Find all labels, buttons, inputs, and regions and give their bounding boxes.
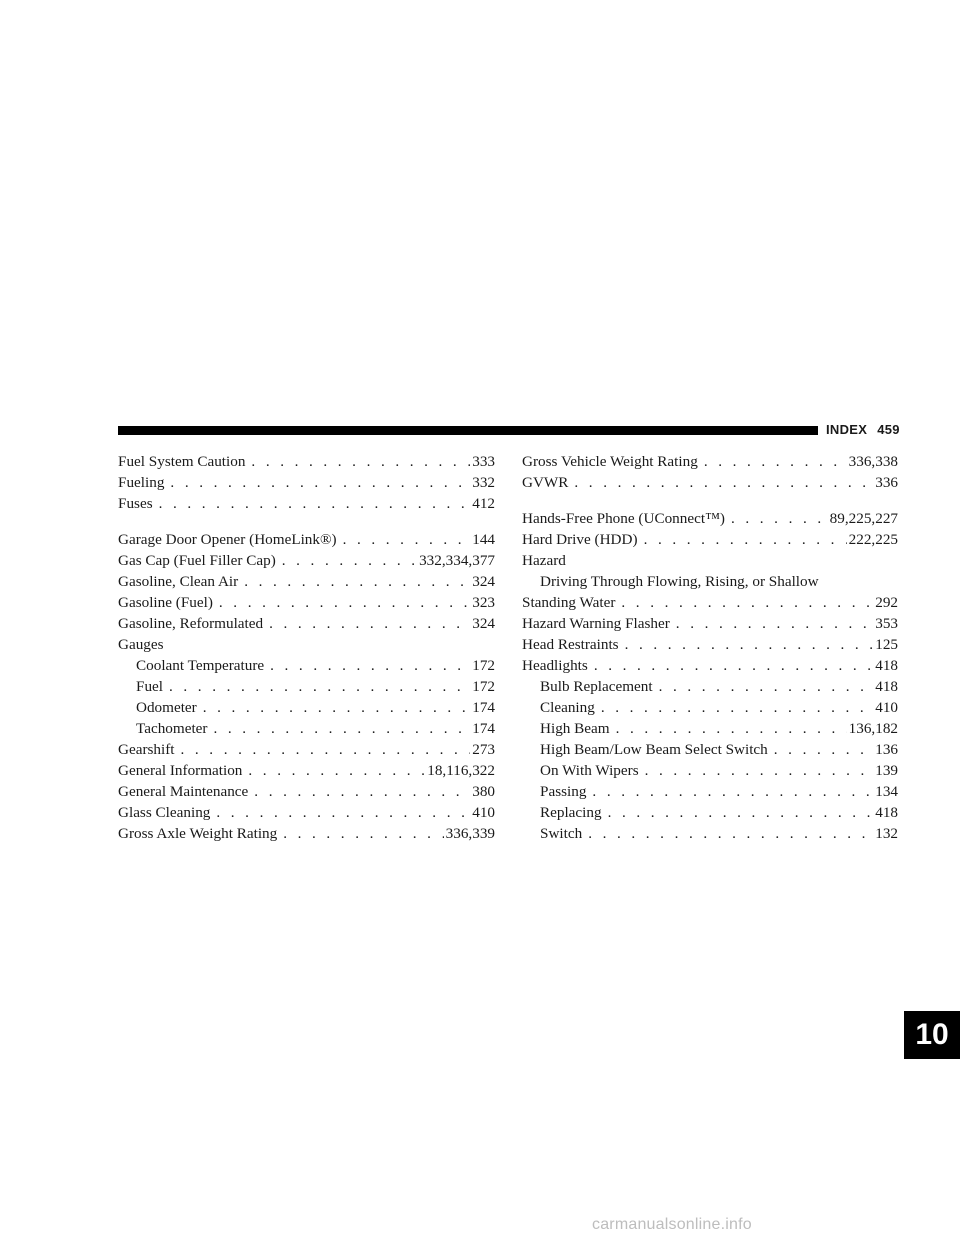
entry-term: Gasoline (Fuel): [118, 594, 213, 611]
dot-leader: [270, 655, 470, 676]
dot-leader: [601, 697, 873, 718]
entry-pages: 89,225,227: [829, 510, 898, 527]
entry-pages: 324: [472, 615, 495, 632]
dot-leader: [625, 634, 874, 655]
index-entry: [118, 739, 495, 760]
entry-pages: 136: [875, 741, 898, 758]
entry-term: Odometer: [136, 699, 197, 716]
entry-pages: 144: [472, 531, 495, 548]
dot-leader: [181, 739, 471, 760]
entry-pages: 292: [875, 594, 898, 611]
index-entry: [118, 529, 495, 550]
index-entry: [118, 760, 495, 781]
index-subentry: [118, 697, 495, 718]
entry-term: Glass Cleaning: [118, 804, 211, 821]
index-entry: [522, 508, 898, 529]
index-entry: [118, 451, 495, 472]
entry-term: Cleaning: [540, 699, 595, 716]
index-subheading: Driving Through Flowing, Rising, or Shallow: [540, 573, 819, 590]
entry-pages: 125: [875, 636, 898, 653]
entry-term: Hazard Warning Flasher: [522, 615, 670, 632]
dot-leader: [621, 592, 873, 613]
entry-pages: 273: [472, 741, 495, 758]
entry-term: Standing Water: [522, 594, 616, 611]
entry-pages: 418: [875, 678, 898, 695]
entry-pages: 174: [472, 720, 495, 737]
entry-term: Hard Drive (HDD): [522, 531, 638, 548]
entry-term: High Beam/Low Beam Select Switch: [540, 741, 768, 758]
dot-leader: [659, 676, 874, 697]
index-subentry: [118, 655, 495, 676]
index-subentry: [522, 781, 898, 802]
dot-leader: [283, 823, 443, 844]
index-entry: [118, 493, 495, 514]
entry-pages: 353: [875, 615, 898, 632]
entry-term: Fuel System Caution: [118, 453, 246, 470]
entry-term: Coolant Temperature: [136, 657, 265, 674]
index-subentry: [522, 718, 898, 739]
dot-leader: [574, 472, 873, 493]
watermark: carmanualsonline.info: [592, 1216, 752, 1233]
dot-leader: [269, 613, 470, 634]
entry-term: Fueling: [118, 474, 165, 491]
entry-pages: 139: [875, 762, 898, 779]
entry-pages: 410: [875, 699, 898, 716]
index-entry: [118, 823, 495, 844]
entry-term: Fuses: [118, 495, 153, 512]
dot-leader: [774, 739, 873, 760]
dot-leader: [645, 760, 874, 781]
dot-leader: [592, 781, 873, 802]
section-title: INDEX: [826, 422, 868, 437]
dot-leader: [203, 697, 470, 718]
index-entry: [118, 472, 495, 493]
dot-leader: [594, 655, 873, 676]
entry-pages: 336,338: [848, 453, 898, 470]
dot-leader: [213, 718, 470, 739]
dot-leader: [676, 613, 873, 634]
index-subentry: [522, 823, 898, 844]
index-entry: [118, 781, 495, 802]
entry-pages: 172: [472, 678, 495, 695]
entry-term: Hands-Free Phone (UConnect™): [522, 510, 725, 527]
entry-pages: 336,339: [445, 825, 495, 842]
index-entry: [118, 571, 495, 592]
entry-term: Tachometer: [136, 720, 208, 737]
index-entry: [118, 592, 495, 613]
index-entry: [522, 529, 898, 550]
dot-leader: [251, 451, 470, 472]
entry-term: Replacing: [540, 804, 602, 821]
entry-term: Fuel: [136, 678, 164, 695]
index-entry: [522, 592, 898, 613]
entry-pages: 418: [875, 657, 898, 674]
entry-term: Passing: [540, 783, 587, 800]
index-column-left: [118, 451, 495, 844]
dot-leader: [216, 802, 470, 823]
dot-leader: [588, 823, 873, 844]
entry-pages: 336: [875, 474, 898, 491]
entry-pages: 172: [472, 657, 495, 674]
index-subentry: [118, 676, 495, 697]
index-heading: Gauges: [118, 636, 164, 653]
index-subentry: [118, 718, 495, 739]
dot-leader: [170, 472, 470, 493]
dot-leader: [608, 802, 874, 823]
entry-pages: 222,225: [848, 531, 898, 548]
entry-term: Gasoline, Clean Air: [118, 573, 239, 590]
running-header: [826, 422, 900, 438]
entry-pages: 332: [472, 474, 495, 491]
entry-pages: 132: [875, 825, 898, 842]
entry-term: General Maintenance: [118, 783, 249, 800]
dot-leader: [219, 592, 470, 613]
entry-pages: 134: [875, 783, 898, 800]
entry-pages: 332,334,377: [419, 552, 495, 569]
index-subentry: [522, 802, 898, 823]
dot-leader: [248, 760, 425, 781]
entry-pages: 174: [472, 699, 495, 716]
entry-pages: 410: [472, 804, 495, 821]
entry-term: General Information: [118, 762, 243, 779]
dot-leader: [616, 718, 847, 739]
entry-pages: 323: [472, 594, 495, 611]
entry-pages: 380: [472, 783, 495, 800]
entry-gap: [118, 514, 495, 529]
dot-leader: [731, 508, 828, 529]
entry-term: Garage Door Opener (HomeLink®): [118, 531, 337, 548]
index-entry: [522, 634, 898, 655]
index-subentry: [522, 739, 898, 760]
entry-term: Headlights: [522, 657, 588, 674]
index-entry: [118, 613, 495, 634]
entry-gap: [522, 493, 898, 508]
dot-leader: [343, 529, 471, 550]
entry-pages: 18,116,322: [427, 762, 495, 779]
index-column-right: [522, 451, 898, 844]
entry-term: Gearshift: [118, 741, 175, 758]
index-subentry: [522, 697, 898, 718]
entry-term: High Beam: [540, 720, 610, 737]
dot-leader: [159, 493, 471, 514]
dot-leader: [282, 550, 417, 571]
page-number: 459: [877, 422, 900, 437]
index-entry: [522, 451, 898, 472]
entry-term: On With Wipers: [540, 762, 639, 779]
entry-term: Gross Axle Weight Rating: [118, 825, 278, 842]
header-rule: [118, 426, 818, 435]
entry-pages: 418: [875, 804, 898, 821]
dot-leader: [254, 781, 470, 802]
index-entry: [522, 472, 898, 493]
entry-term: Gross Vehicle Weight Rating: [522, 453, 698, 470]
index-entry: [118, 550, 495, 571]
entry-pages: 136,182: [848, 720, 898, 737]
entry-pages: 333: [472, 453, 495, 470]
dot-leader: [244, 571, 470, 592]
entry-term: Switch: [540, 825, 583, 842]
chapter-tab: 10: [904, 1011, 960, 1059]
entry-term: Gasoline, Reformulated: [118, 615, 264, 632]
index-entry: [118, 802, 495, 823]
entry-pages: 324: [472, 573, 495, 590]
dot-leader: [169, 676, 470, 697]
dot-leader: [644, 529, 847, 550]
index-subentry: [522, 676, 898, 697]
entry-pages: 412: [472, 495, 495, 512]
entry-term: Bulb Replacement: [540, 678, 653, 695]
index-heading: Hazard: [522, 552, 566, 569]
entry-term: GVWR: [522, 474, 569, 491]
index-subentry: [522, 760, 898, 781]
entry-term: Gas Cap (Fuel Filler Cap): [118, 552, 276, 569]
dot-leader: [704, 451, 847, 472]
entry-term: Head Restraints: [522, 636, 619, 653]
index-entry: [522, 613, 898, 634]
index-entry: [522, 655, 898, 676]
